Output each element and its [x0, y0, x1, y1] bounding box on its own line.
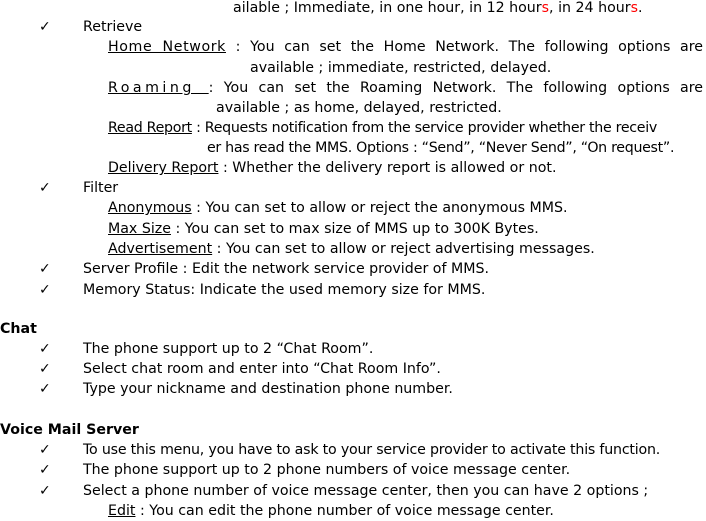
- home-network-desc1: : You can set the Home Network. The following options are: [235, 39, 703, 55]
- max-size-line: [108, 219, 539, 239]
- continuation-red-s1: s: [541, 0, 550, 16]
- read-report-desc1: : Requests notification from the service provider whether the receiv: [196, 120, 657, 136]
- check-icon: ✓: [39, 282, 51, 298]
- anonymous-term: Anonymous: [108, 200, 192, 216]
- edit-desc: : You can edit the phone number of voice message center.: [140, 503, 554, 519]
- home-network-term: Home Network: [108, 39, 226, 55]
- voice-mail-heading: Voice Mail Server: [0, 422, 139, 438]
- server-profile-text: Server Profile : Edit the network service provider of MMS.: [83, 261, 489, 277]
- voice-mail-item-3: Select a phone number of voice message center, then you can have 2 options ;: [83, 483, 649, 499]
- chat-heading: Chat: [0, 321, 37, 337]
- edit-term: Edit: [108, 503, 136, 519]
- continuation-text-end: .: [637, 0, 643, 16]
- voice-mail-item-1: To use this menu, you have to ask to your service provider to activate this function.: [83, 442, 661, 458]
- read-report-term: Read Report: [108, 120, 192, 136]
- check-icon: ✓: [39, 442, 51, 458]
- check-icon: ✓: [39, 381, 51, 397]
- chat-item-3: Type your nickname and destination phone number.: [83, 381, 453, 397]
- edit-line: [108, 501, 554, 521]
- delivery-report-term: Delivery Report: [108, 160, 219, 176]
- check-icon: ✓: [39, 341, 51, 357]
- advertisement-term: Advertisement: [108, 241, 213, 257]
- delivery-report-line: [108, 158, 556, 178]
- read-report-desc2: er has read the MMS. Options : “Send”, “Never Send”, “On request”.: [207, 140, 675, 156]
- chat-item-2: Select chat room and enter into “Chat Room Info”.: [83, 361, 441, 377]
- check-icon: ✓: [39, 361, 51, 377]
- check-icon: ✓: [39, 462, 51, 478]
- check-icon: ✓: [39, 180, 51, 196]
- home-network-line1: [108, 37, 703, 57]
- continuation-red-s2: s: [630, 0, 638, 16]
- max-size-desc: : You can set to max size of MMS up to 300K Bytes.: [175, 221, 539, 237]
- check-icon: ✓: [39, 261, 51, 277]
- roaming-desc1: : You can set the Roaming Network. The following options are: [208, 80, 703, 96]
- max-size-term: Max Size: [108, 221, 171, 237]
- roaming-line1: [108, 78, 703, 98]
- anonymous-desc: : You can set to allow or reject the anonymous MMS.: [196, 200, 568, 216]
- home-network-desc2: available ; immediate, restricted, delayed.: [250, 60, 552, 76]
- check-icon: ✓: [39, 483, 51, 499]
- continuation-line: [233, 0, 643, 18]
- retrieve-label: Retrieve: [83, 19, 143, 35]
- roaming-term: Roaming: [108, 80, 209, 96]
- continuation-text: ailable ; Immediate, in one hour, in 12 hour: [233, 0, 542, 16]
- advertisement-desc: : You can set to allow or reject advertising messages.: [216, 241, 595, 257]
- memory-status-text: Memory Status: Indicate the used memory size for MMS.: [83, 282, 486, 298]
- delivery-report-desc: : Whether the delivery report is allowed or not.: [222, 160, 557, 176]
- anonymous-line: [108, 198, 568, 218]
- check-icon: ✓: [39, 19, 51, 35]
- chat-item-1: The phone support up to 2 “Chat Room”.: [83, 341, 374, 357]
- filter-label: Filter: [83, 180, 119, 196]
- advertisement-line: [108, 239, 595, 259]
- voice-mail-item-2: The phone support up to 2 phone numbers of voice message center.: [83, 462, 571, 478]
- read-report-line1: [108, 118, 657, 138]
- continuation-text-mid: , in 24 hour: [549, 0, 631, 16]
- roaming-desc2: available ; as home, delayed, restricted.: [216, 100, 502, 116]
